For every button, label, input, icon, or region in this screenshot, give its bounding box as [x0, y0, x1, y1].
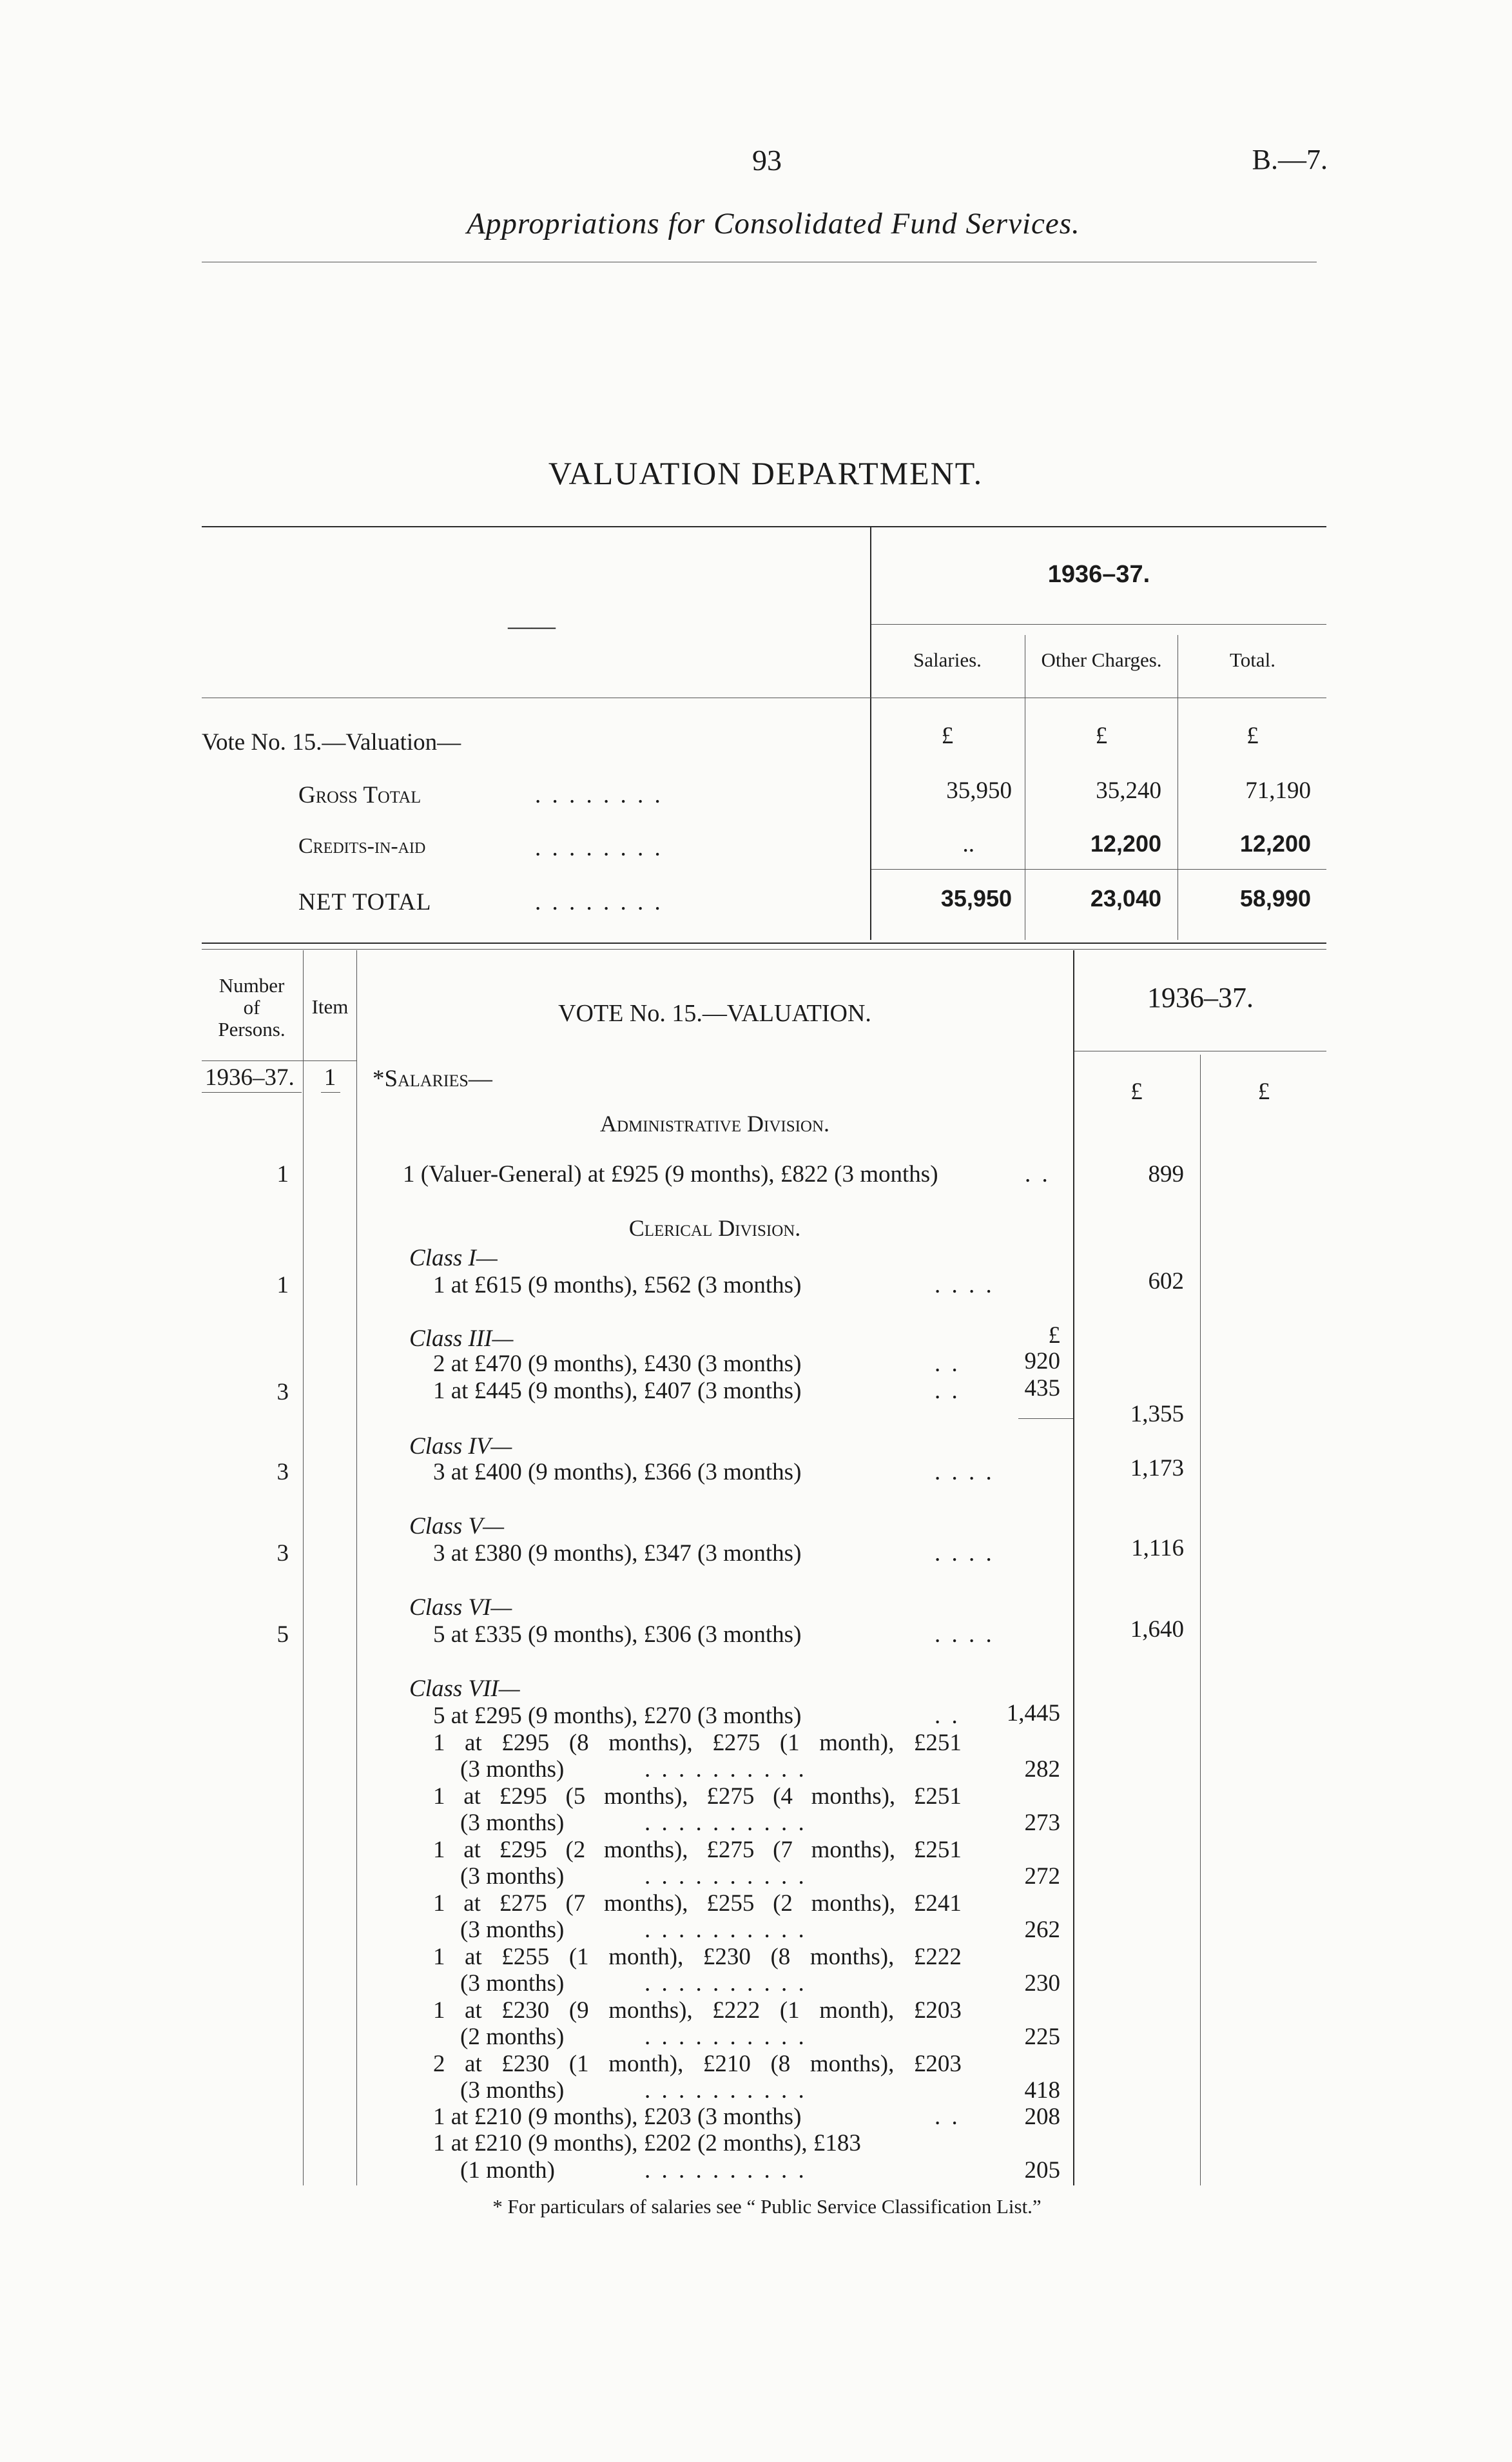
class-7-entry-cont: (3 months)	[460, 2077, 565, 2104]
class-7-entry	[433, 1729, 962, 1757]
leader-dots: . .	[935, 1378, 960, 1404]
item-underline	[321, 1092, 340, 1093]
entry-word: 1	[433, 1837, 445, 1863]
class-7-entry	[433, 1943, 962, 1971]
class-7-entry	[433, 2050, 962, 2078]
class-7-entry	[433, 1836, 962, 1864]
entry-word: (8	[770, 2051, 791, 2077]
subtotal-rule	[1018, 1418, 1073, 1419]
leader-dots: . . . . . . . . . .	[645, 2157, 807, 2184]
entry-word: £275	[499, 1890, 547, 1917]
class-1-label: Class I—	[409, 1245, 498, 1271]
leader-dots: . . . . . . . . . .	[645, 1756, 807, 1783]
entry-word: month),	[608, 1944, 684, 1970]
col-header-item: Item	[311, 995, 349, 1018]
leader-dots: . . . . . . . .	[535, 835, 663, 861]
currency-total: £	[1246, 723, 1259, 749]
leader-dots: . . . . . . . . . .	[645, 2077, 807, 2104]
class-7-subamount: 282	[1024, 1756, 1060, 1783]
class-7-entry	[433, 1997, 962, 2024]
vote-label: Vote No. 15.—Valuation—	[202, 729, 461, 756]
entry-word: 2	[433, 2051, 445, 2077]
class-7-entry-last-cont: (1 month)	[460, 2157, 555, 2184]
class-4-amount: 1,173	[1130, 1455, 1184, 1481]
leader-dots: . .	[935, 1351, 960, 1377]
entry-word: months),	[809, 1944, 895, 1970]
class-7-entry-last: 1 at £210 (9 months), £202 (2 months), £183	[433, 2130, 861, 2156]
entry-word: £255	[501, 1944, 550, 1970]
entry-word: month),	[819, 1997, 895, 2024]
class-7-line: 5 at £295 (9 months), £270 (3 months)	[433, 1703, 802, 1729]
class-3-sub-currency: £	[1048, 1322, 1060, 1349]
detail-col-divider	[1073, 950, 1074, 2185]
gross-other: 35,240	[1096, 777, 1161, 804]
entry-word: months),	[811, 1890, 896, 1917]
class-3-label: Class III—	[409, 1325, 514, 1352]
summary-left-header: ——	[508, 613, 556, 640]
class-4-line: 3 at £400 (9 months), £366 (3 months)	[433, 1459, 802, 1485]
class-7-entry	[433, 1890, 962, 1917]
footnote: * For particulars of salaries see “ Public Service Classification List.”	[492, 2195, 1042, 2218]
summary-bottom-rule	[202, 943, 1326, 944]
net-salaries: 35,950	[940, 885, 1012, 912]
class-5-line: 3 at £380 (9 months), £347 (3 months)	[433, 1540, 802, 1567]
vote-title: VOTE No. 15.—VALUATION.	[558, 1000, 871, 1027]
entry-word: at	[465, 2051, 482, 2077]
entry-word: £275	[706, 1837, 755, 1863]
entry-word: (2	[565, 1837, 586, 1863]
class-1-line: 1 at £615 (9 months), £562 (3 months)	[433, 1272, 802, 1298]
currency-other: £	[1095, 723, 1108, 749]
class-7-subamount: 273	[1024, 1810, 1060, 1836]
col-header-total: Total.	[1229, 649, 1275, 671]
entry-word: at	[463, 1837, 481, 1863]
currency-right: £	[1257, 1079, 1270, 1105]
leader-dots: . . . .	[935, 1540, 994, 1567]
class-7-subamount: 272	[1024, 1863, 1060, 1890]
entry-word: (7	[773, 1837, 793, 1863]
entry-word: £203	[913, 1997, 962, 2024]
entry-word: at	[465, 1944, 482, 1970]
entry-word: 1	[433, 1997, 445, 2024]
class-7-label: Class VII—	[409, 1676, 520, 1702]
net-total-label: NET TOTAL	[298, 889, 432, 915]
col-header-other-charges: Other Charges.	[1041, 649, 1162, 671]
entry-word: (4	[773, 1783, 793, 1810]
entry-word: (1	[568, 1944, 589, 1970]
entry-word: 1	[433, 1944, 445, 1970]
class-7-entry-cont: (3 months)	[460, 1810, 565, 1836]
class-7-subamount: 262	[1024, 1917, 1060, 1943]
entry-word: (1	[568, 2051, 589, 2077]
admin-amount: 899	[1148, 1161, 1184, 1187]
entry-word: (2	[773, 1890, 793, 1917]
class-7-subamount: 225	[1024, 2024, 1060, 2050]
entry-word: months),	[604, 1890, 688, 1917]
gross-salaries: 35,950	[946, 777, 1012, 804]
credits-other: 12,200	[1090, 830, 1161, 857]
summary-period: 1936–37.	[1047, 561, 1150, 588]
leader-dots: . . . .	[935, 1272, 994, 1298]
entry-word: months),	[811, 1783, 896, 1810]
entry-word: months),	[604, 1837, 688, 1863]
entry-word: (5	[565, 1783, 586, 1810]
entry-word: 1	[433, 1890, 445, 1917]
admin-line: 1 (Valuer-General) at £925 (9 months), £822 (3 months)	[403, 1161, 938, 1187]
entry-word: (8	[770, 1944, 791, 1970]
class-7-entry-cont: (3 months)	[460, 1863, 565, 1890]
class-4-label: Class IV—	[409, 1433, 512, 1460]
document-reference: B.—7.	[1252, 144, 1328, 175]
class-7-line: 1 at £210 (9 months), £203 (3 months)	[433, 2104, 802, 2130]
detail-period: 1936–37.	[1147, 982, 1254, 1013]
entry-word: £203	[913, 2051, 962, 2077]
entry-word: £295	[499, 1783, 547, 1810]
entry-word: £251	[913, 1783, 962, 1810]
class-3-subamount: 435	[1024, 1375, 1060, 1402]
period-underline	[871, 624, 1326, 625]
class-3-persons: 3	[276, 1379, 289, 1405]
entry-word: months),	[809, 2051, 895, 2077]
class-6-amount: 1,640	[1130, 1616, 1184, 1643]
entry-word: at	[463, 1890, 481, 1917]
entry-word: £222	[913, 1944, 962, 1970]
detail-col-divider	[356, 950, 357, 2185]
entry-word: £230	[703, 1944, 751, 1970]
entry-word: months),	[608, 1997, 693, 2024]
entry-word: £295	[501, 1730, 550, 1756]
entry-word: month),	[608, 2051, 684, 2077]
currency-salaries: £	[941, 723, 954, 749]
leader-dots: . . . . . . . . . .	[645, 1917, 807, 1943]
item-number: 1	[324, 1064, 336, 1091]
entry-word: (1	[779, 1730, 800, 1756]
net-rule	[871, 869, 1326, 870]
entry-word: months),	[608, 1730, 693, 1756]
class-7-subamount: 1,445	[1006, 1700, 1060, 1726]
class-7-subamount: 418	[1024, 2077, 1060, 2104]
leader-dots: . . . . . . . . . .	[645, 1810, 807, 1836]
entry-word: £251	[913, 1730, 962, 1756]
class-3-amount: 1,355	[1130, 1401, 1184, 1427]
class-3-line: 1 at £445 (9 months), £407 (3 months)	[433, 1378, 802, 1404]
entry-word: at	[465, 1997, 482, 2024]
gross-total-label: Gross Total	[298, 782, 422, 808]
summary-top-rule	[202, 526, 1326, 527]
class-7-entry-cont: (2 months)	[460, 2024, 565, 2050]
class-7-subamount: 230	[1024, 1970, 1060, 1997]
entry-word: at	[465, 1730, 482, 1756]
entry-word: £222	[712, 1997, 761, 2024]
leader-dots: . . . . . . . . . .	[645, 1970, 807, 1997]
page-number: 93	[752, 144, 782, 177]
net-total: 58,990	[1239, 885, 1311, 912]
net-other: 23,040	[1090, 885, 1161, 912]
class-6-persons: 5	[276, 1621, 289, 1648]
summary-bottom-rule-2	[202, 949, 1326, 950]
class-3-subamount: 920	[1024, 1348, 1060, 1374]
class-7-subamount: 205	[1024, 2157, 1060, 2184]
class-4-persons: 3	[276, 1459, 289, 1485]
class-7-subamount: 208	[1024, 2104, 1060, 2130]
running-title: Appropriations for Consolidated Fund Services.	[467, 207, 1080, 240]
credits-total: 12,200	[1239, 830, 1311, 857]
class-5-amount: 1,116	[1131, 1535, 1184, 1561]
class-5-label: Class V—	[409, 1513, 505, 1539]
leader-dots: . .	[935, 2104, 960, 2130]
persons-year: 1936–37.	[205, 1064, 295, 1091]
persons-year-underline	[202, 1092, 302, 1093]
class-6-line: 5 at £335 (9 months), £306 (3 months)	[433, 1621, 802, 1648]
entry-word: months),	[604, 1783, 688, 1810]
department-title: VALUATION DEPARTMENT.	[548, 455, 984, 491]
leader-dots: . . . . . . . .	[535, 782, 663, 808]
entry-word: (9	[568, 1997, 589, 2024]
class-3-line: 2 at £470 (9 months), £430 (3 months)	[433, 1351, 802, 1377]
detail-col-divider	[1200, 1055, 1201, 2185]
entry-word: £241	[913, 1890, 962, 1917]
credits-in-aid-label: Credits-in-aid	[298, 834, 426, 858]
entry-word: £255	[706, 1890, 755, 1917]
entry-word: 1	[433, 1783, 445, 1810]
class-1-amount: 602	[1148, 1268, 1184, 1295]
entry-word: £295	[499, 1837, 547, 1863]
entry-word: £275	[712, 1730, 761, 1756]
class-6-label: Class VI—	[409, 1594, 512, 1621]
class-7-entry-cont: (3 months)	[460, 1970, 565, 1997]
leader-dots: . . . .	[935, 1621, 994, 1648]
credits-salaries: ..	[962, 831, 974, 857]
gross-total: 71,190	[1245, 777, 1311, 804]
leader-dots: . . . .	[935, 1459, 994, 1485]
clerical-division: Clerical Division.	[628, 1215, 801, 1241]
entry-word: £275	[706, 1783, 755, 1810]
leader-dots: . . . . . . . . . .	[645, 1863, 807, 1890]
detail-header-rule	[202, 1060, 356, 1061]
detail-col-divider	[303, 950, 304, 2185]
class-1-persons: 1	[276, 1272, 289, 1298]
entry-word: at	[463, 1783, 481, 1810]
entry-word: (1	[779, 1997, 800, 2024]
col-header-persons: Number of Persons.	[218, 974, 286, 1040]
class-7-entry-cont: (3 months)	[460, 1917, 565, 1943]
entry-word: £230	[501, 2051, 550, 2077]
leader-dots: . . . . . . . .	[535, 889, 663, 915]
currency-left: £	[1130, 1079, 1143, 1105]
entry-word: (8	[568, 1730, 589, 1756]
admin-persons: 1	[276, 1161, 289, 1187]
entry-word: month),	[819, 1730, 895, 1756]
class-5-persons: 3	[276, 1540, 289, 1567]
entry-word: £230	[501, 1997, 550, 2024]
entry-word: 1	[433, 1730, 445, 1756]
entry-word: (7	[565, 1890, 586, 1917]
entry-word: £251	[913, 1837, 962, 1863]
salaries-heading: *Salaries—	[373, 1066, 492, 1092]
col-header-salaries: Salaries.	[913, 649, 982, 671]
class-7-entry-cont: (3 months)	[460, 1756, 565, 1783]
leader-dots: . .	[1025, 1161, 1051, 1187]
administrative-division: Administrative Division.	[599, 1111, 830, 1137]
entry-word: months),	[811, 1837, 896, 1863]
entry-word: £210	[703, 2051, 751, 2077]
leader-dots: . .	[935, 1703, 960, 1729]
class-7-entry	[433, 1783, 962, 1810]
leader-dots: . . . . . . . . . .	[645, 2024, 807, 2050]
